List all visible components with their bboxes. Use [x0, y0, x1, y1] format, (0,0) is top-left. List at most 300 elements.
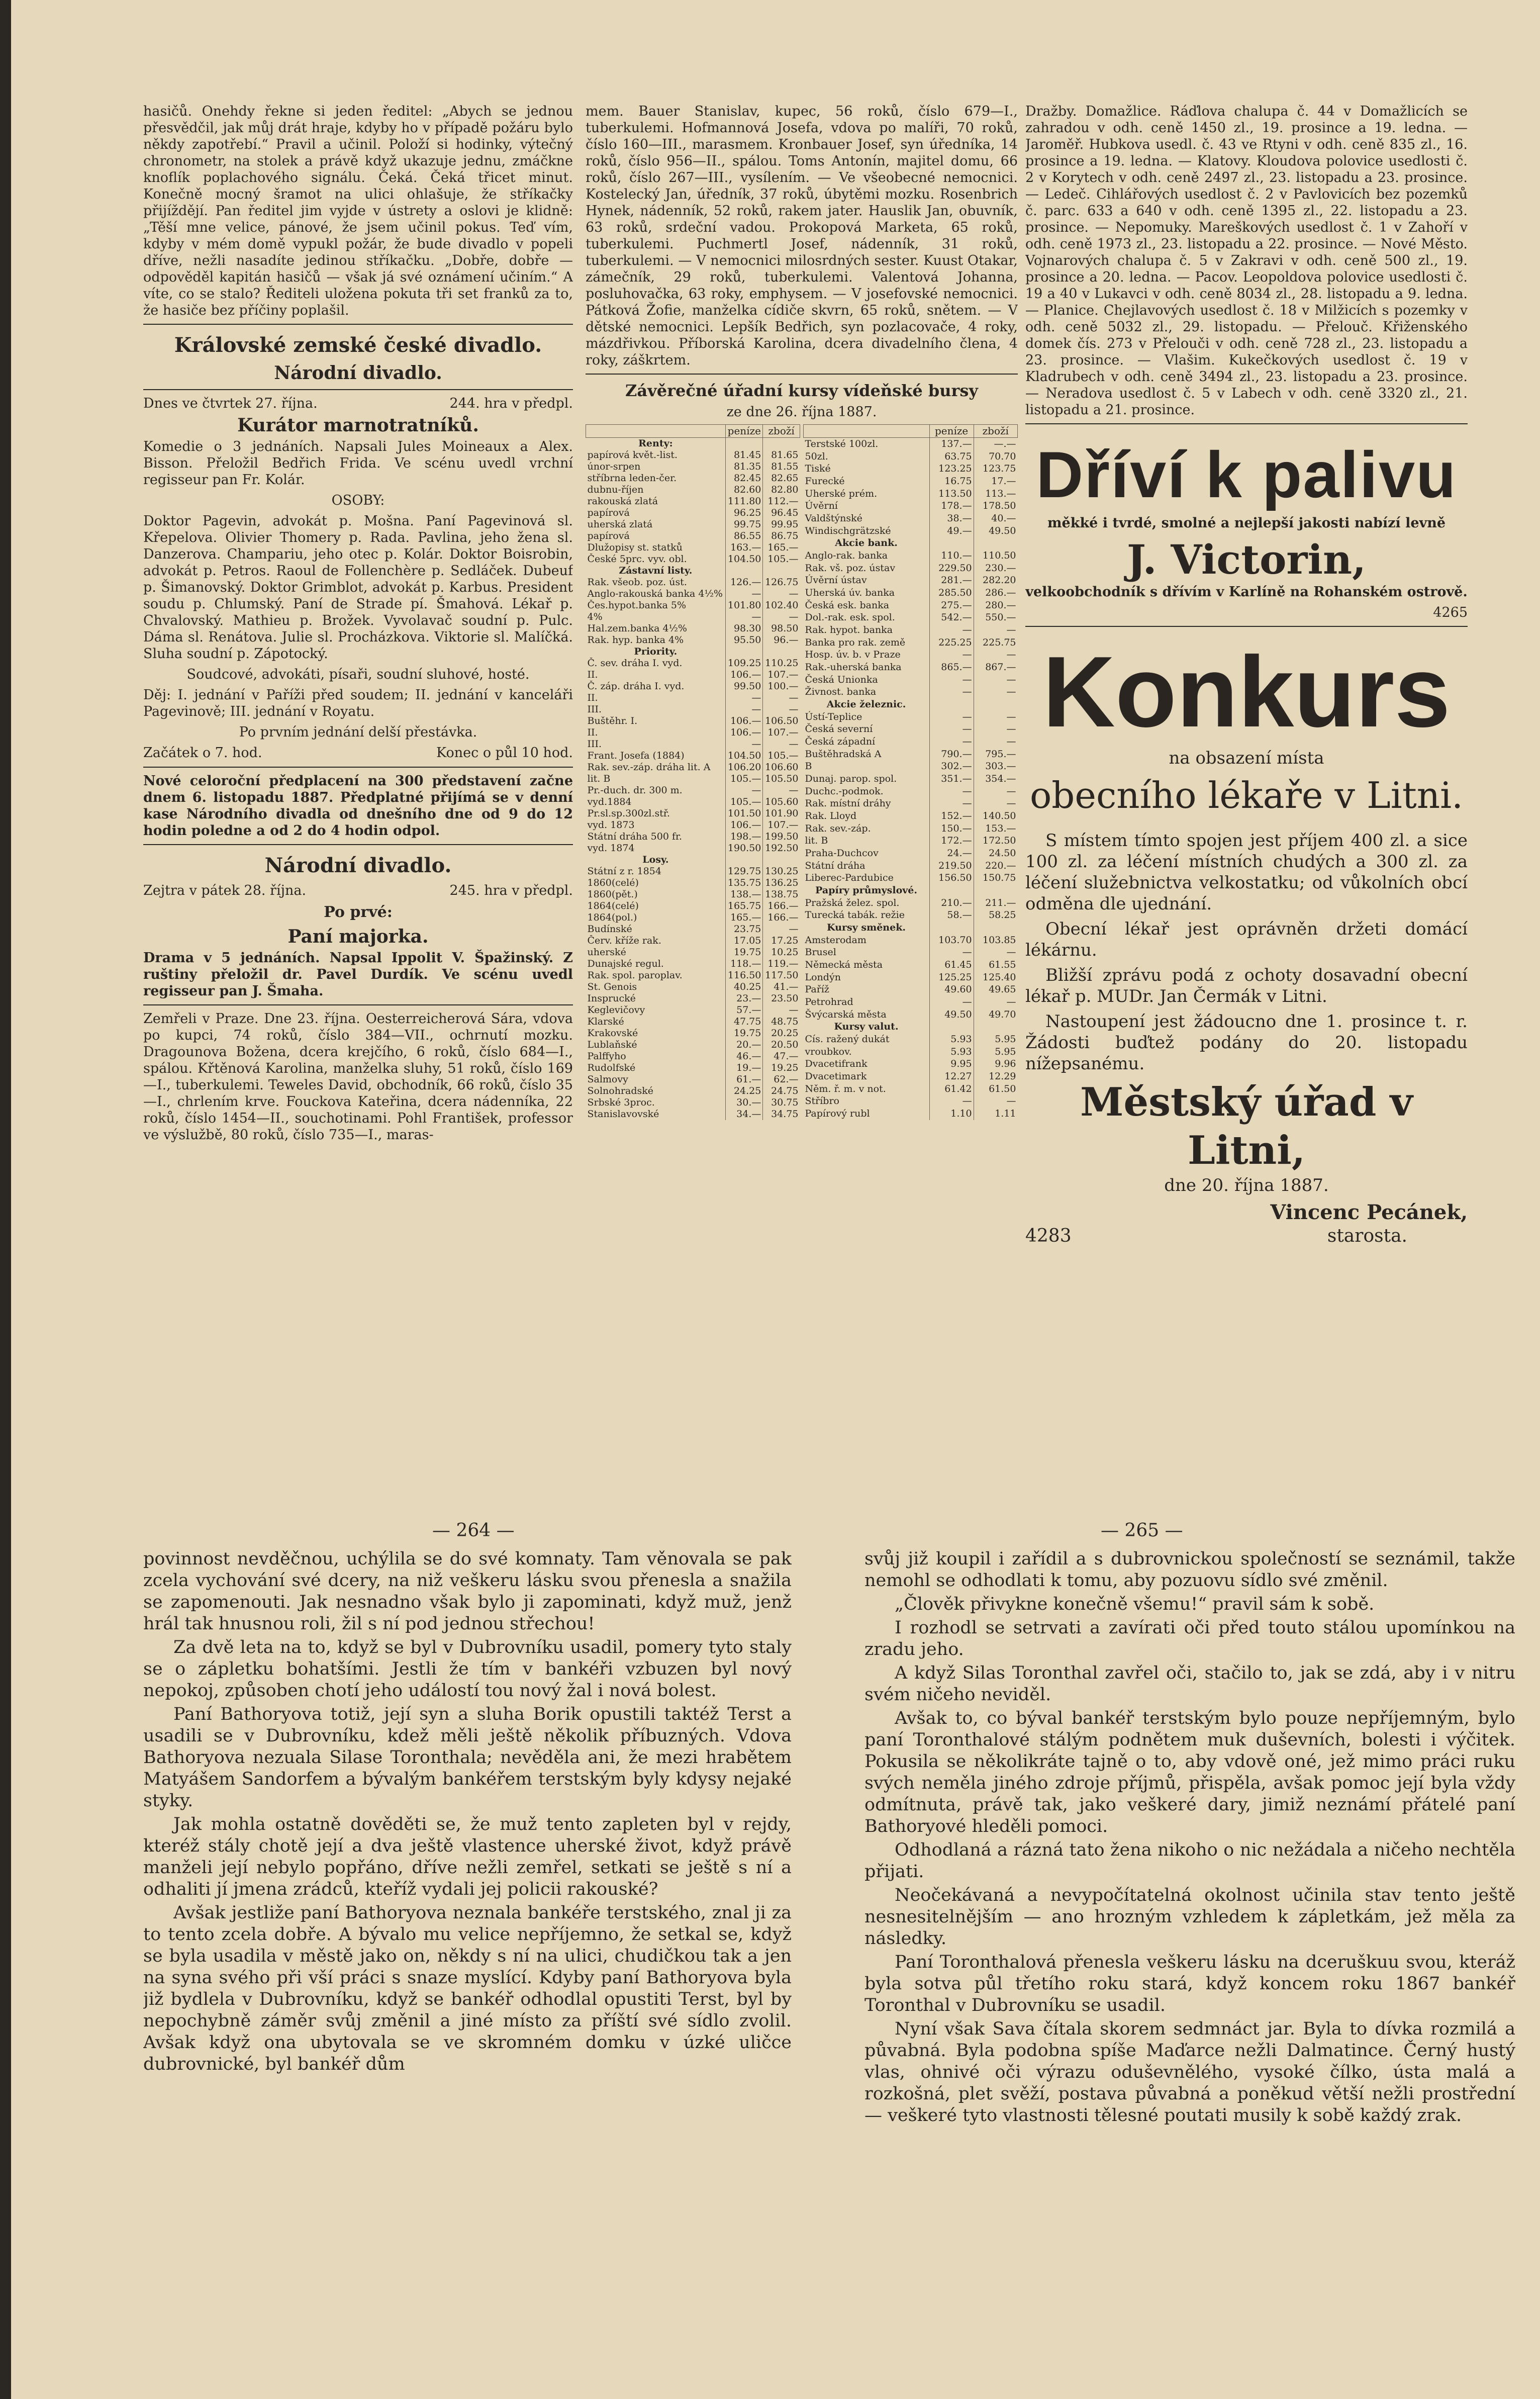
binding-edge [0, 0, 11, 2399]
bourse-value: 130.25 [763, 866, 800, 877]
bourse-value: 49.65 [974, 984, 1017, 996]
novel-paragraph: Paní Toronthalová přenesla veškeru lásku na dceruškuu svou, kteráž byla sotva půl třetího roku stará, když koncem roku 1867 bankéř Toronthal v Dubrovníku se usadil. [864, 1952, 1515, 2015]
bourse-row [804, 512, 1018, 525]
bourse-value: 282.20 [974, 574, 1017, 587]
bourse-row [586, 912, 800, 924]
bourse-row [804, 884, 1018, 897]
bourse-label: II. [587, 727, 598, 738]
column-ads [1025, 103, 1468, 1460]
bourse-value: 1.10 [929, 1108, 974, 1120]
bourse-value: 192.50 [763, 843, 800, 854]
play-number: 244. hra v předpl. [449, 396, 573, 411]
bourse-label: Turecká tabák. režie [805, 909, 905, 921]
bourse-value: — [763, 739, 800, 750]
bourse-value: 219.50 [929, 860, 974, 872]
bourse-value: — [726, 692, 763, 704]
bourse-value: — [929, 996, 974, 1008]
bourse-row [804, 674, 1018, 686]
bourse-value: 102.40 [763, 600, 800, 611]
bourse-value: 46.— [726, 1051, 763, 1062]
play2-number: 245. hra v předpl. [449, 883, 573, 898]
bourse-value [974, 921, 1017, 934]
bourse-value: 49.50 [974, 525, 1017, 537]
bourse-row [804, 984, 1018, 996]
play2-title: Paní majorka. [287, 926, 429, 947]
deaths-part2: mem. Bauer Stanislav, kupec, 56 roků, číslo 679—I., tuberkulemi. Hofmannová Josefa, vdova po malíři, 70 roků, číslo 160—III., marasmem. Kronbauer Josef, syn úředníka, 14 roků, číslo 956—II., spálou. Toms Antonín, majitel domu, 66 roků, číslo 267—III., vysílením. — Ve všeobecné nemocnici. Kostelecký Jan, úředník, 37 roků, úbytěmi mozku. Rosenbrich Hynek, nádenník, 52 roků, rakem jater. Hauslik Jan, obuvník, 63 roků, srdeční vadou. Prokopová Marketa, 65 roků, tuberkulemi. Puchmertl Josef, nádenník, 31 roků, tuberkulemi. — V nemocnici milosrdných sester. Kuust Otakar, zámečník, 29 roků, tuberkulemi. Valentová Johanna, posluhovačka, 63 roky, emphysem. — V josefovské nemocnici. Pátková Žofie, manželka cídiče skvrn, 65 roků, snětem. — V dětské nemocnici. Lepšík Bedřich, syn pozlacovače, 4 roky, mázdřivkou. Příborská Karolina, dcera divadelního člena, 4 roky, záškrtem. [586, 104, 1018, 368]
bourse-label: Pr.-duch. dr. 300 m. [587, 785, 683, 796]
bourse-value [726, 854, 763, 866]
bourse-row [804, 934, 1018, 947]
divider [143, 844, 573, 845]
bourse-row [804, 921, 1018, 934]
start-time: Začátek o 7. hod. [143, 745, 262, 761]
bourse-value: 126.75 [763, 577, 800, 588]
bourse-row [586, 669, 800, 681]
bourse-value: 38.— [929, 512, 974, 525]
bourse-label: Palffyho [587, 1051, 626, 1062]
bourse-row [804, 909, 1018, 922]
bourse-value: 105.— [763, 750, 800, 762]
bourse-value: 865.— [929, 661, 974, 674]
bourse-label: Rak. sev.-záp. [805, 822, 871, 834]
bourse-label: Frant. Josefa (1884) [587, 750, 685, 761]
bourse-value: 542.— [929, 611, 974, 624]
bourse-label: Rak. hypot. banka [805, 624, 893, 635]
fire-anecdote: hasičů. Onehdy řekne si jeden ředitel: „Abych se jednou přesvědčil, jak můj drát hraje, kdyby ho v případě požáru bylo někdy zapotřebí.“ Pravil a učinil. Položí si hodinky, výtečný chronometr, na stolek a právě když ukazuje jednu, zmáčkne knoflík poplachového signálu. Čeká. Čeká třicet minut. Konečně mocný šramot na ulici ohlašuje, že stříkačky přijíždějí. Pan ředitel jim vyjde v ústrety a oslovi je klidně: „Těší mne velice, pánové, že jsem učinil pokus. Teď vím, kdyby v mém domě vypukl požár, že bude divadlo v popeli dříve, nežli nasadíte jedinou stříkačku. „Dobře, dobře — odpověděl kapitán hasičů — však já své oznámení učiním.“ A víte, co se stalo? Řediteli uložena pokuta tři set franků za to, že hasiče bez příčiny poplašil. [143, 104, 573, 318]
bourse-value: 106.— [726, 727, 763, 739]
bourse-value [929, 921, 974, 934]
deaths-part1: Zemřeli v Praze. Dne 23. října. Oesterreicherová Sára, vdova po kupci, 74 roků, číslo 384—VII., ochrnutí mozku. Dragounova Božena, dcera krejčího, 6 roků, číslo 684—I., spálou. Křtěnová Karolina, manželka sluhy, 51 roků, číslo 169—I., tuberkulemi. Teweles David, obchodník, 66 roků, číslo 35—I., chrlením krve. Fouckova Kateřina, dcera nádenníka, 22 roků, číslo 1454—II., souchotinami. Pohl František, professor ve výslužbě, 80 roků, číslo 735—I., maras- [143, 1011, 573, 1143]
bourse-value: 96.45 [763, 507, 800, 519]
bourse-row [586, 900, 800, 912]
bourse-value: 104.50 [726, 750, 763, 762]
play-date: Dnes ve čtvrtek 27. října. [143, 396, 318, 411]
bourse-value: 199.50 [763, 831, 800, 843]
bourse-row [804, 488, 1018, 500]
bourse-value: 230.— [974, 562, 1017, 575]
column-bourse [586, 103, 1018, 1511]
bourse-row [586, 796, 800, 808]
bourse-value: 16.75 [929, 475, 974, 488]
bourse-value: 10.25 [763, 947, 800, 958]
bourse-label: Zástavní listy. [619, 565, 693, 576]
bourse-value: 49.50 [929, 1008, 974, 1021]
bourse-row [586, 507, 800, 519]
bourse-value: 354.— [974, 773, 1017, 785]
bourse-label: Úvěrní [805, 500, 838, 512]
bourse-value: 17.05 [726, 935, 763, 947]
bourse-value: 86.75 [763, 530, 800, 542]
bourse-label: papírová [587, 507, 630, 518]
novel-right-column [864, 1548, 1515, 2363]
bourse-label: Uherské prém. [805, 488, 878, 499]
bourse-row [586, 773, 800, 785]
bourse-row [586, 785, 800, 796]
bourse-value: — [929, 785, 974, 798]
novel-paragraph: Jak mohla ostatně dověděti se, že muž tento zapleten byl v rejdy, kteréž stály chotě její a dva ještě vlastence uherské život, když právě manželi její nebylo popřáno, dříve nežli zemřel, setkati se ještě s ní a odhaliti jí jmena zrádců, kteříž vydali jej policii rakouské? [143, 1814, 792, 1899]
bourse-row [804, 971, 1018, 984]
bourse-label: Losy. [642, 854, 669, 865]
bourse-row [804, 860, 1018, 872]
bourse-label: papírová [587, 530, 630, 541]
bourse-value: — [929, 624, 974, 636]
bourse-label: 1864(pol.) [587, 912, 637, 923]
bourse-value [929, 537, 974, 549]
bourse-value: — [726, 588, 763, 600]
cast-heading: OSOBY: [331, 493, 385, 508]
bourse-value: 101.80 [726, 600, 763, 611]
bourse-label: Stanislavovské [587, 1109, 659, 1120]
bourse-value: 23.— [726, 993, 763, 1004]
bourse-row [804, 450, 1018, 463]
bourse-row [586, 877, 800, 889]
novel-paragraph: Avšak to, co býval bankéř terstským bylo pouze nepříjemným, bylo paní Toronthalové stálým podnětem muk duševních, bolesti i výčitek. Pokusila se několikráte tajně o to, aby vdově oné, jež mimo práci ruku svých neměla jiného zdroje příjmů, přispěla, avšak pomoc její byla vždy odmítnuta, právě tak, jako veškeré dary, jimiž neznámí přátelé paní Bathoryové hleděli pomoci. [864, 1708, 1515, 1836]
bourse-value: 49.70 [974, 1008, 1017, 1021]
bourse-value: 166.— [763, 900, 800, 912]
bourse-label: Rak.-uherská banka [805, 661, 902, 673]
bourse-value: 198.— [726, 831, 763, 843]
ad-number: 4283 [1025, 1226, 1072, 1246]
bourse-tables [586, 424, 1018, 1120]
bourse-value: 12.29 [974, 1070, 1017, 1083]
divider [1025, 626, 1468, 627]
bourse-value: 63.75 [929, 450, 974, 463]
bourse-value: 23.75 [726, 924, 763, 935]
bourse-value: 81.65 [763, 449, 800, 461]
bourse-row [586, 762, 800, 773]
bourse-row [586, 1004, 800, 1016]
bourse-label: Papírový rubl [805, 1108, 870, 1120]
bourse-value: 190.50 [726, 843, 763, 854]
bourse-value: 106.50 [763, 715, 800, 727]
bourse-label: Dvacetimark [805, 1071, 867, 1082]
bourse-label: Dol.-rak. esk. spol. [805, 612, 895, 623]
bourse-value: — [763, 785, 800, 796]
bourse-row [586, 993, 800, 1004]
bourse-value: — [929, 735, 974, 748]
novel-paragraph: povinnost nevděčnou, uchýlila se do své komnaty. Tam věnovala se pak zcela vychování své dcery, na niž veškeru lásku svou přenesla a snažila se zapomenouti. Jak nesnadno však bylo ji zapominati, když muž, jenž hrál tak hnusnou roli, žil s ní pod jednou střechou! [143, 1549, 792, 1634]
bourse-value: 137.— [929, 438, 974, 450]
bourse-row [586, 473, 800, 484]
bourse-label: Duchc.-podmok. [805, 785, 884, 797]
bourse-value: 70.70 [974, 450, 1017, 463]
bourse-value: 172.50 [974, 835, 1017, 848]
bourse-table-right [803, 424, 1018, 1120]
bourse-row [586, 634, 800, 646]
bourse-value: 82.80 [763, 484, 800, 496]
bourse-value: 110.25 [763, 658, 800, 669]
bourse-value: 140.50 [974, 810, 1017, 822]
bourse-value: 47.75 [726, 1016, 763, 1028]
bourse-value: 24.75 [763, 1085, 800, 1097]
bourse-value: 106.— [726, 715, 763, 727]
bourse-value: 113.— [974, 488, 1017, 500]
bourse-value: 156.50 [929, 872, 974, 885]
bourse-value: — [974, 624, 1017, 636]
bourse-row [586, 565, 800, 577]
bourse-label: vyd.1884 [587, 796, 632, 807]
bourse-value: — [974, 649, 1017, 661]
divider [143, 324, 573, 325]
bourse-row [586, 808, 800, 819]
bourse-label: stříbrna leden-čer. [587, 473, 677, 484]
bourse-row [586, 600, 800, 611]
bourse-value: 99.95 [763, 519, 800, 530]
bourse-row [804, 748, 1018, 761]
bourse-label: Klarské [587, 1016, 624, 1027]
bourse-value: 280.— [974, 599, 1017, 612]
konkurs-signer: Vincenc Pecánek, [1270, 1201, 1468, 1224]
bourse-label: Červ. kříže rak. [587, 935, 661, 946]
bourse-row [804, 835, 1018, 848]
bourse-row [586, 704, 800, 715]
bourse-value: 123.75 [974, 463, 1017, 475]
bourse-value: 40.25 [726, 981, 763, 993]
bourse-value: 106.— [726, 819, 763, 831]
bourse-value [763, 565, 800, 577]
bourse-label: Krakovské [587, 1028, 638, 1039]
bourse-row [804, 1108, 1018, 1120]
bourse-value: 107.— [763, 819, 800, 831]
bourse-value: 275.— [929, 599, 974, 612]
bourse-value: 81.55 [763, 461, 800, 473]
firewood-ad-address: velkoobchodník s dřívím v Karlíně na Rohanském ostrově. [1025, 584, 1468, 600]
bourse-label: Buštěhr. I. [587, 715, 638, 726]
bourse-label: Akcie železnic. [826, 698, 906, 710]
bourse-value: 109.25 [726, 658, 763, 669]
bourse-value: 220.— [974, 860, 1017, 872]
bourse-value: 165.— [726, 912, 763, 924]
bourse-row [804, 1008, 1018, 1021]
bourse-value: 126.— [726, 577, 763, 588]
bourse-value: 281.— [929, 574, 974, 587]
bourse-row [586, 1085, 800, 1097]
bourse-row [586, 1109, 800, 1120]
bourse-value: — [929, 798, 974, 810]
bourse-value: 5.95 [974, 1046, 1017, 1058]
bourse-row [586, 935, 800, 947]
bourse-value: 225.25 [929, 636, 974, 649]
bourse-label: Uherská úv. banka [805, 587, 895, 598]
bourse-value: 125.25 [929, 971, 974, 984]
bourse-value: 229.50 [929, 562, 974, 575]
bourse-row [586, 461, 800, 473]
bourse-row [586, 692, 800, 704]
bourse-value: 166.— [763, 912, 800, 924]
col-header: peníze [726, 425, 763, 438]
bourse-label: Rak. vš. poz. ústav [805, 562, 896, 574]
bourse-value: 48.75 [763, 1016, 800, 1028]
bourse-label: Státní dráha 500 fr. [587, 831, 683, 842]
bourse-value [726, 438, 763, 450]
bourse-row [586, 854, 800, 866]
bourse-label: Živnost. banka [805, 686, 877, 698]
bourse-label: III. [587, 739, 602, 750]
bourse-value: 550.— [974, 611, 1017, 624]
bourse-value: 20.25 [763, 1028, 800, 1039]
novel-paragraph: Neočekávaná a nevypočítatelná okolnost učinila stav tento ještě nesnesitelnějším — ano hrozným vzhledem k zápletkám, jež měla za následky. [864, 1885, 1515, 1949]
bourse-row [804, 698, 1018, 711]
bourse-row [804, 537, 1018, 549]
bourse-label: České 5prc. vyv. obl. [587, 553, 687, 565]
bourse-value: 136.25 [763, 877, 800, 889]
bourse-label: Rak. místní dráhy [805, 798, 891, 809]
bourse-value: 110.— [929, 549, 974, 562]
bourse-value: — [929, 649, 974, 661]
bourse-value: — [763, 704, 800, 715]
bourse-row [586, 1028, 800, 1039]
col-header: peníze [929, 425, 974, 438]
bourse-value: — [974, 785, 1017, 798]
bourse-value: — [726, 611, 763, 623]
bourse-value [929, 884, 974, 897]
play2-description: Drama v 5 jednáních. Napsal Ippolit V. Špažinský. Z ruštiny přeložil dr. Pavel Durdík. Ve scénu uvedl regisseur pan J. Šmaha. [143, 950, 573, 999]
col-header: zboží [974, 425, 1017, 438]
bourse-value: 302.— [929, 761, 974, 773]
bourse-value: 795.— [974, 748, 1017, 761]
bourse-row [804, 723, 1018, 735]
bourse-value: 1.11 [974, 1108, 1017, 1120]
konkurs-position: obecního lékaře v Litni. [1029, 774, 1464, 816]
bourse-value: 105.— [763, 553, 800, 565]
bourse-value: 5.95 [974, 1033, 1017, 1046]
bourse-value: 112.— [763, 496, 800, 507]
bourse-value: 34.75 [763, 1109, 800, 1120]
bourse-value [726, 646, 763, 658]
bourse-label: Cís. ražený dukát [805, 1034, 890, 1045]
bourse-row [804, 611, 1018, 624]
bourse-label: Renty: [638, 438, 673, 449]
bourse-row [586, 658, 800, 669]
bourse-value: 62.— [763, 1074, 800, 1085]
bourse-label: 1860(celé) [587, 877, 639, 888]
bourse-row [804, 549, 1018, 562]
bourse-row [804, 798, 1018, 810]
bourse-label: Česká esk. banka [805, 599, 890, 611]
bourse-label: Keglevičovy [587, 1004, 645, 1016]
bourse-row [586, 681, 800, 692]
bourse-value: 47.— [763, 1051, 800, 1062]
col-header: zboží [763, 425, 800, 438]
bourse-value [974, 537, 1017, 549]
bourse-value: 5.93 [929, 1046, 974, 1058]
bourse-label: Pražská želez. spol. [805, 897, 900, 908]
bourse-label: Česká západní [805, 735, 876, 747]
bourse-row [804, 959, 1018, 971]
bourse-row [804, 1070, 1018, 1083]
bourse-value: 105.— [726, 773, 763, 785]
bourse-value [763, 646, 800, 658]
bourse-title: Závěrečné úřadní kursy vídeňské bursy [625, 381, 978, 400]
bourse-row [804, 661, 1018, 674]
bourse-value: 118.— [726, 958, 763, 970]
konkurs-role: starosta. [1327, 1226, 1407, 1246]
bourse-label: rakouská zlatá [587, 496, 658, 507]
bourse-value: 61.45 [929, 959, 974, 971]
bourse-value: 19.25 [763, 1062, 800, 1074]
bourse-value: 58.25 [974, 909, 1017, 922]
bourse-row [804, 947, 1018, 959]
bourse-row [804, 1058, 1018, 1071]
bourse-row [586, 542, 800, 553]
theatre-heading: Královské zemské české divadlo. [174, 333, 542, 357]
bourse-row [804, 1046, 1018, 1058]
bourse-value: — [763, 924, 800, 935]
bourse-value: 111.80 [726, 496, 763, 507]
bourse-row [804, 735, 1018, 748]
bourse-label: 50zl. [805, 450, 828, 462]
play-title: Kurátor marnotratníků. [237, 415, 479, 436]
bourse-row [804, 996, 1018, 1008]
bourse-value: — [929, 686, 974, 698]
cast-list: Doktor Pagevin, advokát p. Mošna. Paní Pagevinová sl. Křepelova. Olivier Thomery p. Rada. Pavlina, jeho žena sl. Danzerova. Champariu, jeho otec p. Kolár. Doktor Boisrobin, advokát p. Petros. Raoul de Follenchère p. Sedláček. Dubeuf p. Šimanovský. Doktor Grimblot, advokát p. Karbus. President soudu p. Chlumský. Paní de Strade pí. Šmahová. Lékař p. Chvalovský. Mathieu p. Brožek. Vyvolavač soudní p. Pulc. Dáma sl. Renátova. Julie sl. Procházkova. Viktorie sl. Malíčká. Sluha soudní p. Zápotocký. [143, 513, 573, 662]
bourse-value: — [763, 1004, 800, 1016]
bourse-label: III. [587, 704, 602, 715]
novel-paragraph: „Člověk přivykne konečně všemu!“ pravil sám k sobě. [895, 1594, 1375, 1614]
bourse-value: 790.— [929, 748, 974, 761]
bourse-value: 285.50 [929, 587, 974, 599]
bourse-value: 351.— [929, 773, 974, 785]
bourse-label: 1864(celé) [587, 900, 639, 911]
bourse-label: Paříž [805, 984, 829, 995]
bourse-label: Terstské 100zl. [805, 438, 879, 449]
bourse-row [804, 500, 1018, 512]
novel-left-column [143, 1548, 792, 2363]
bourse-label: Kursy valut. [834, 1021, 899, 1033]
bourse-row [804, 636, 1018, 649]
bourse-value: — [974, 947, 1017, 959]
bourse-label: uherské [587, 947, 626, 958]
bourse-row [804, 822, 1018, 835]
novel-paragraph: Nyní však Sava čítala skorem sedmnáct jar. Byla to dívka rozmilá a půvabná. Byla podobna spíše Maďarce nežli Dalmatince. Černý hustý vlas, ohnivé oči výrazu oduševnělého, vysoké čílko, ústa malá a rozkošná, plet svěží, postava půvabná a poněkud větší nežli prostřední — veškeré tyto vlastnosti tělesné poutati musily k sobě každý zrak. [864, 2019, 1515, 2126]
bourse-row [804, 1021, 1018, 1034]
bourse-value: 150.75 [974, 872, 1017, 885]
theatre-heading-2: Národní divadlo. [264, 854, 452, 877]
bourse-row [586, 947, 800, 958]
bourse-row [586, 519, 800, 530]
bourse-value: 81.45 [726, 449, 763, 461]
bourse-value: — [974, 735, 1017, 748]
bourse-value: 61.42 [929, 1083, 974, 1095]
bourse-date: ze dne 26. října 1887. [726, 404, 877, 420]
konkurs-text: S místem tímto spojen jest příjem 400 zl. a sice 100 zl. za léčení místních chudých a 300 zl. za léčení služebnictva velkostatku; od vůkolních obcí odměna dle ujednání. [1025, 831, 1468, 914]
bourse-value: — [974, 996, 1017, 1008]
bourse-value [726, 565, 763, 577]
bourse-value: 82.45 [726, 473, 763, 484]
bourse-row [804, 562, 1018, 575]
bourse-row [804, 624, 1018, 636]
novel-paragraph: Za dvě leta na to, když se byl v Dubrovníku usadil, pomery tyto staly se o zápletku bohatšími. Jestli že tím v bankéři vzbuzen byl nový nepokoj, způsoben chotí jeho událostí tou nový žal i nová bolest. [143, 1637, 792, 1701]
bourse-value: 82.60 [726, 484, 763, 496]
bourse-row [586, 1062, 800, 1074]
bourse-value: — [929, 947, 974, 959]
bourse-label: lit. B [805, 835, 828, 847]
konkurs-sub: na obsazení místa [1169, 748, 1324, 768]
bourse-row [586, 484, 800, 496]
bourse-value: 58.— [929, 909, 974, 922]
bourse-label: Brusel [805, 947, 836, 958]
bourse-row [804, 475, 1018, 488]
bourse-value: 34.— [726, 1109, 763, 1120]
bourse-value: 116.50 [726, 970, 763, 981]
bourse-value: — [974, 711, 1017, 723]
divider [1025, 423, 1468, 424]
bourse-value: 99.75 [726, 519, 763, 530]
konkurs-text: Nastoupení jest žádoucno dne 1. prosince t. r. Žádosti buďtež podány do 20. listopadu nížepsanému. [1025, 1011, 1468, 1074]
divider [143, 767, 573, 768]
bourse-value: 138.75 [763, 889, 800, 900]
bourse-row [804, 525, 1018, 537]
